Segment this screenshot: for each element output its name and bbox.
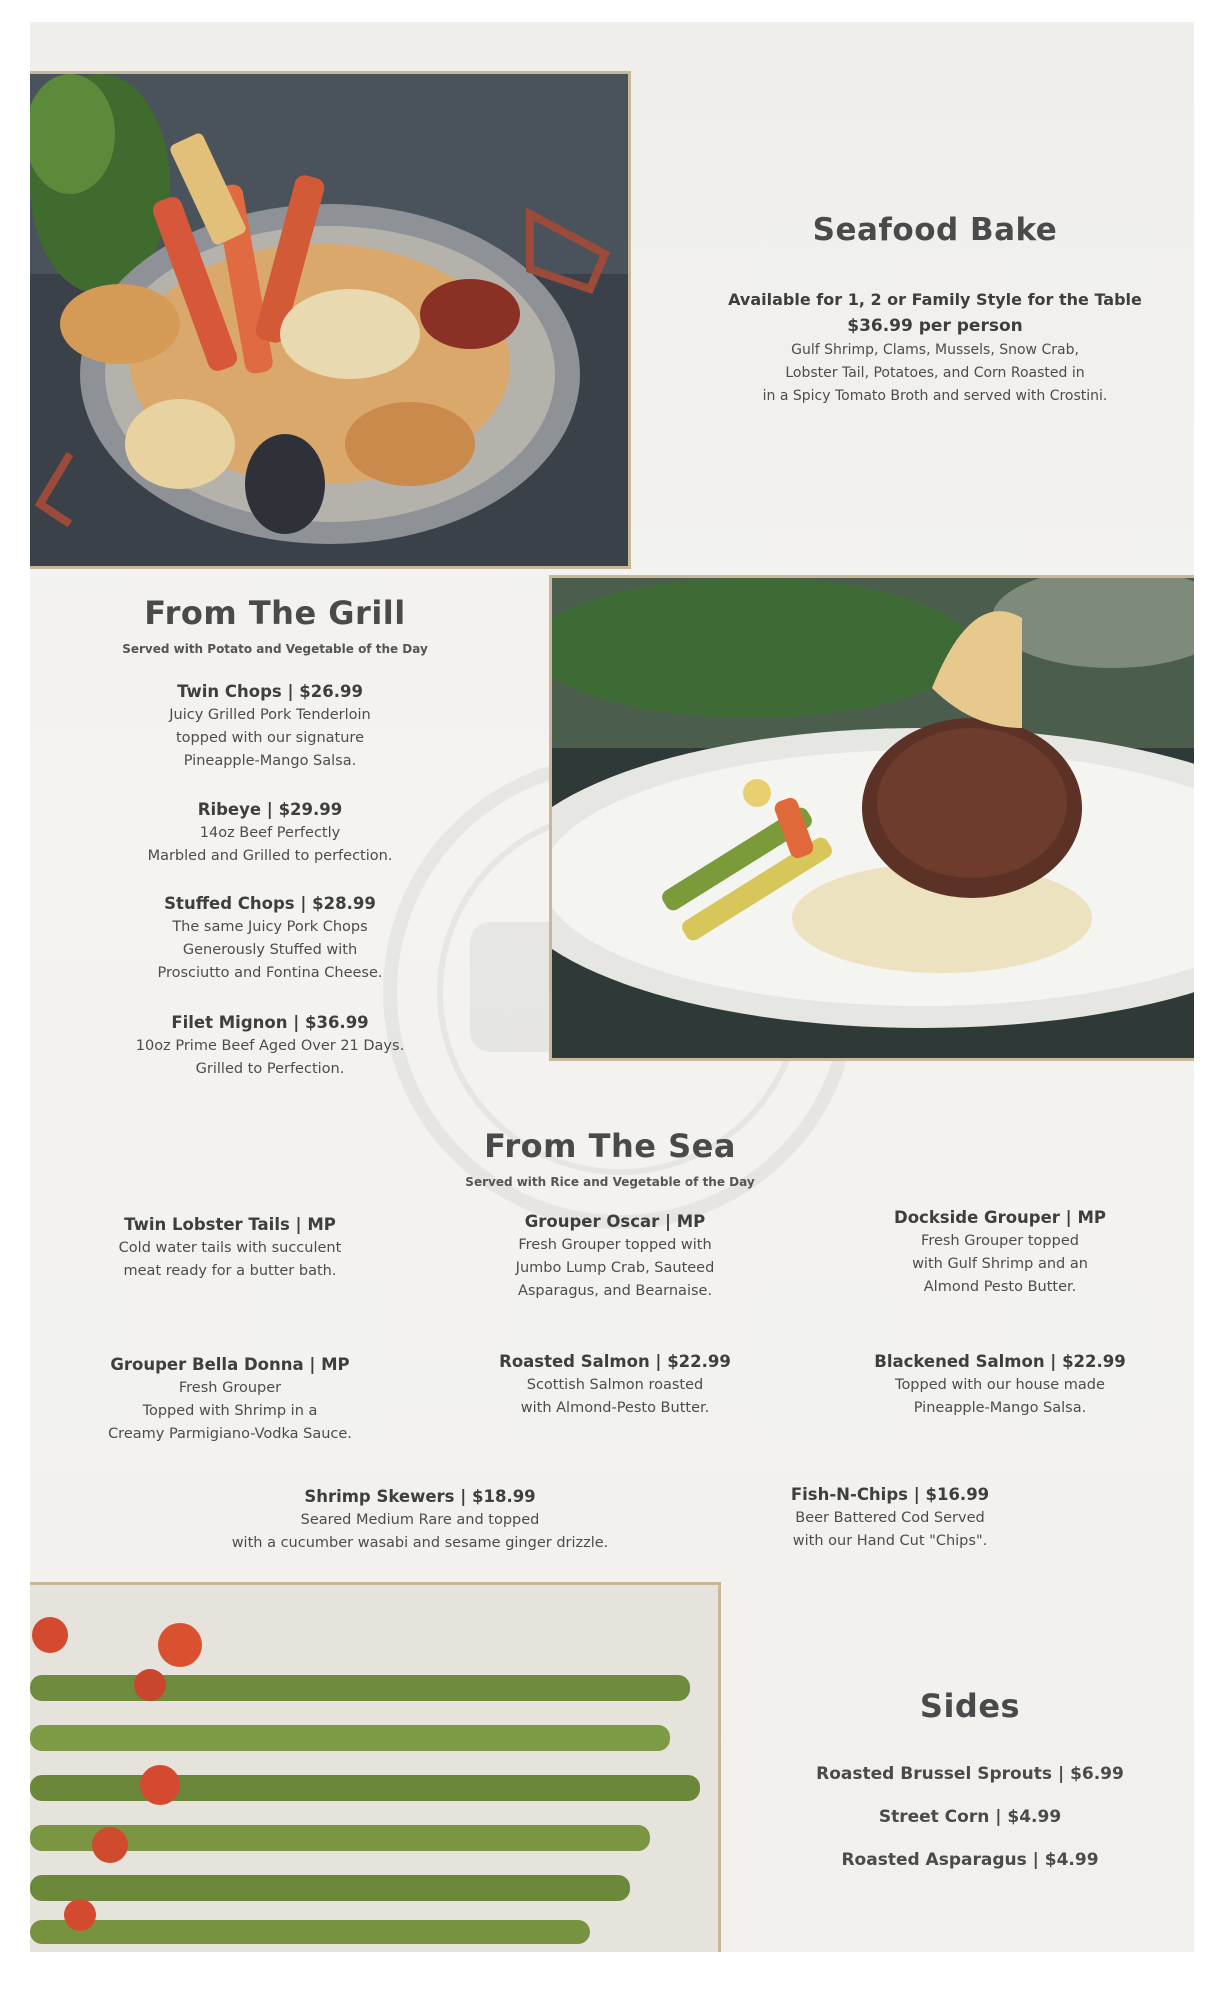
seafood-bake-price: $36.99 per person bbox=[847, 316, 1023, 336]
sea-item-desc: Topped with our house made Pineapple-Mango Salsa. bbox=[895, 1377, 1105, 1416]
sea-item-desc: Fresh Grouper topped with Gulf Shrimp and an Almond Pesto Butter. bbox=[912, 1233, 1088, 1295]
sides-title: Sides bbox=[919, 1687, 1021, 1725]
filet-mignon-photo bbox=[552, 578, 1194, 1058]
grill-item-name: Filet Mignon | $36.99 bbox=[171, 1013, 369, 1032]
sea-item bbox=[820, 1208, 1180, 1299]
sea-item-desc: Seared Medium Rare and topped with a cucumber wasabi and sesame ginger drizzle. bbox=[231, 1512, 609, 1551]
seafood-bake-photo bbox=[30, 74, 628, 566]
sea-item bbox=[50, 1355, 410, 1446]
seafood-bake-title: Seafood Bake bbox=[812, 212, 1058, 248]
grill-item-name: Ribeye | $29.99 bbox=[197, 800, 343, 819]
seafood-bake-info bbox=[670, 287, 1194, 408]
sea-item bbox=[140, 1487, 700, 1555]
side-item: Roasted Brussel Sprouts | $6.99 bbox=[816, 1764, 1124, 1784]
sea-item bbox=[50, 1215, 410, 1283]
grill-subtitle: Served with Potato and Vegetable of the Day bbox=[122, 642, 428, 656]
grill-title: From The Grill bbox=[144, 594, 406, 632]
asparagus-photo bbox=[30, 1585, 718, 1952]
sea-item bbox=[820, 1352, 1180, 1420]
sea-item-name: Dockside Grouper | MP bbox=[894, 1208, 1106, 1227]
sea-item bbox=[435, 1212, 795, 1303]
sea-title: From The Sea bbox=[484, 1127, 736, 1165]
sea-item-desc: Fresh Grouper Topped with Shrimp in a Creamy Parmigiano-Vodka Sauce. bbox=[108, 1380, 352, 1442]
grill-item-desc: The same Juicy Pork Chops Generously Stuffed with Prosciutto and Fontina Cheese. bbox=[157, 919, 383, 981]
sea-item-name: Roasted Salmon | $22.99 bbox=[499, 1352, 731, 1371]
sea-item-desc: Beer Battered Cod Served with our Hand Cut "Chips". bbox=[792, 1510, 988, 1549]
sea-item-name: Twin Lobster Tails | MP bbox=[124, 1215, 336, 1234]
seafood-bake-availability: Available for 1, 2 or Family Style for the Table bbox=[728, 290, 1142, 309]
grill-item bbox=[30, 1013, 510, 1081]
side-item: Roasted Asparagus | $4.99 bbox=[841, 1850, 1099, 1870]
sea-item bbox=[435, 1352, 795, 1420]
sea-item-name: Grouper Bella Donna | MP bbox=[110, 1355, 350, 1374]
grill-item-name: Stuffed Chops | $28.99 bbox=[164, 894, 376, 913]
grill-item bbox=[30, 894, 510, 985]
sea-item-name: Grouper Oscar | MP bbox=[524, 1212, 706, 1231]
sea-item-name: Blackened Salmon | $22.99 bbox=[874, 1352, 1126, 1371]
grill-item bbox=[30, 682, 510, 773]
seafood-bake-description: Gulf Shrimp, Clams, Mussels, Snow Crab, Lobster Tail, Potatoes, and Corn Roasted in in a Spicy Tomato Broth and served with Crostini. bbox=[762, 342, 1108, 404]
grill-item-desc: 10oz Prime Beef Aged Over 21 Days. Grilled to Perfection. bbox=[135, 1038, 405, 1077]
grill-item bbox=[30, 800, 510, 868]
sea-item-desc: Scottish Salmon roasted with Almond-Pesto Butter. bbox=[520, 1377, 710, 1416]
bottom-margin bbox=[0, 1958, 1222, 2000]
grill-item-name: Twin Chops | $26.99 bbox=[177, 682, 363, 701]
sea-item-name: Fish-N-Chips | $16.99 bbox=[790, 1485, 990, 1504]
grill-item-desc: 14oz Beef Perfectly Marbled and Grilled to perfection. bbox=[147, 825, 393, 864]
sea-item-name: Shrimp Skewers | $18.99 bbox=[304, 1487, 536, 1506]
grill-item-desc: Juicy Grilled Pork Tenderloin topped with our signature Pineapple-Mango Salsa. bbox=[169, 707, 371, 769]
sea-item bbox=[710, 1485, 1070, 1553]
sea-subtitle: Served with Rice and Vegetable of the Day bbox=[465, 1175, 755, 1189]
sea-item-desc: Cold water tails with succulent meat ready for a butter bath. bbox=[118, 1240, 342, 1279]
sea-item-desc: Fresh Grouper topped with Jumbo Lump Crab, Sauteed Asparagus, and Bearnaise. bbox=[515, 1237, 715, 1299]
menu-page bbox=[30, 22, 1194, 1952]
side-item: Street Corn | $4.99 bbox=[878, 1807, 1062, 1827]
